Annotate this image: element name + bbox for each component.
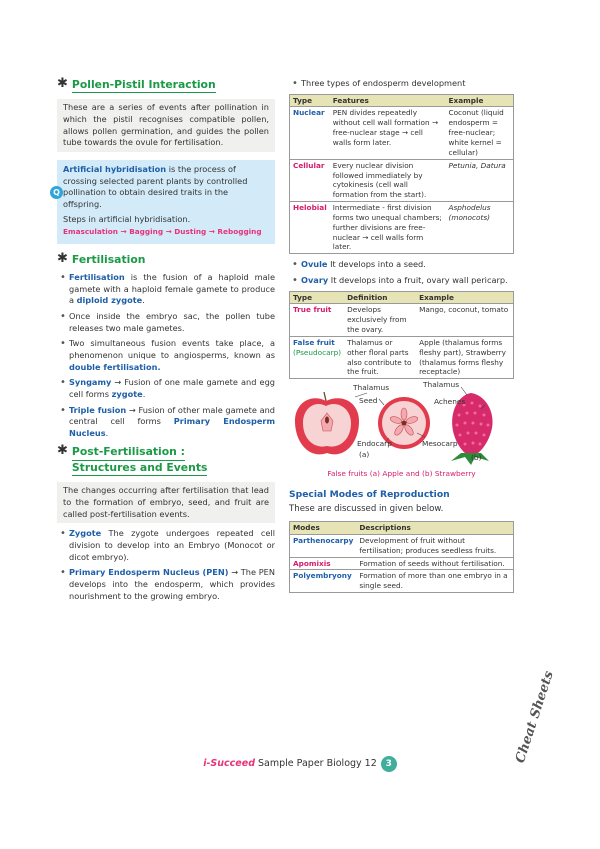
mesocarp-label: Mesocarp	[422, 439, 458, 449]
page-footer	[0, 756, 600, 772]
false-fruits-figure	[289, 380, 514, 467]
table-row: Apomixis Formation of seeds without fertilisation.	[290, 557, 514, 570]
asterisk-icon: ✱	[57, 76, 68, 91]
fertilisation-list	[57, 272, 275, 439]
table-header-row: Type Definition Example	[290, 291, 514, 304]
seed-label: Seed	[359, 396, 378, 406]
list-item: • Primary Endosperm Nucleus (PEN) → The PEN develops into the endosperm, which provides nourishment to the growing embryo.	[57, 567, 275, 602]
endosperm-table	[289, 94, 514, 255]
post-list	[57, 528, 275, 602]
footer-title: Sample Paper Biology 12	[255, 758, 377, 769]
ovule-ovary-list	[289, 259, 514, 286]
table-row: Helobial Intermediate - first division forms two unequal chambers; further divisions are free-nuclear → cell walls form later. Asphodelus (monocots)	[290, 202, 514, 254]
table-row: True fruit Develops exclusively from the ovary. Mango, coconut, tomato	[290, 304, 514, 337]
asterisk-icon: ✱	[57, 443, 68, 459]
list-item: • Zygote The zygote undergoes repeated cell division to develop into an Embryo (Monocot or dicot embryo).	[57, 528, 275, 563]
thalamus-label-a: Thalamus	[353, 383, 390, 393]
endo-intro-list	[289, 78, 514, 90]
cheat-sheets-tag: Cheat Sheets	[512, 669, 557, 765]
list-item: • Fertilisation is the fusion of a haploid male gamete with a haploid female gamete to produce a diploid zygote.	[57, 272, 275, 307]
question-icon: Q	[50, 186, 63, 199]
list-item: • Once inside the embryo sac, the pollen tube releases two male gametes.	[57, 311, 275, 334]
pollen-heading: ✱ Pollen-Pistil Interaction	[57, 78, 275, 93]
table-row: Cellular Every nuclear division followed immediately by cytokinesis (cell wall formation from the start). Petunia, Datura	[290, 159, 514, 201]
list-item: • Ovary It develops into a fruit, ovary wall pericarp.	[289, 275, 514, 287]
pollen-para: These are a series of events after pollination in which the pistil recognises compatible pollen, allows pollen germination, and guides the pollen tube towards the ovule for fertilisation.	[57, 99, 275, 152]
post-para: The changes occurring after fertilisation that lead to the formation of embryo, seed, and fruit are called post-fertilisation events.	[57, 482, 275, 523]
page-number: 3	[381, 756, 397, 772]
list-item: • Two simultaneous fusion events take place, a phenomenon unique to angiosperms, known as double fertilisation.	[57, 338, 275, 373]
figure-caption: False fruits (a) Apple and (b) Strawberry	[327, 469, 476, 479]
endocarp-label: Endocarp	[357, 439, 392, 449]
steps-title: Steps in artificial hybridisation.	[63, 213, 191, 224]
table-header-row: Type Features Example	[290, 94, 514, 107]
thalamus-label-b: Thalamus	[423, 380, 460, 390]
figure-label-b: (b)	[471, 453, 482, 463]
fruit-table	[289, 291, 514, 380]
brand-name: i-Succeed	[203, 758, 255, 769]
list-item: • Three types of endosperm development	[289, 78, 514, 90]
list-item: • Triple fusion → Fusion of other male gamete and central cell forms Primary Endosperm Nucleus.	[57, 405, 275, 440]
list-item: • Syngamy → Fusion of one male gamete and egg cell forms zygote.	[57, 377, 275, 400]
modes-table	[289, 521, 514, 593]
special-modes-heading: Special Modes of Reproduction	[289, 488, 450, 500]
table-row: Polyembryony Formation of more than one embryo in a single seed.	[290, 570, 514, 593]
table-header-row: Modes Descriptions	[290, 522, 514, 535]
post-fertilisation-heading: ✱ Post-Fertilisation : Structures and Events	[57, 445, 275, 476]
fertilisation-heading: ✱ Fertilisation	[57, 250, 146, 266]
steps-sequence: Emasculation → Bagging → Dusting → Rebogging	[63, 227, 262, 237]
table-row: Nuclear PEN divides repeatedly without cell wall formation → free-nuclear stage → cell walls form later. Coconut (liquid endosperm = free-nuclear; white kernel = cellular)	[290, 107, 514, 159]
hybridisation-text: Artificial hybridisation is the process of crossing selected parent plants by controlled pollination to obtain desired traits in the offspring.	[63, 164, 248, 209]
asterisk-icon: ✱	[57, 250, 68, 266]
achenes-label: Achenes	[434, 397, 466, 407]
hybridisation-box	[53, 160, 275, 244]
figure-label-a: (a)	[359, 450, 370, 460]
left-column	[53, 76, 276, 606]
list-item: • Ovule It develops into a seed.	[289, 259, 514, 271]
table-row: False fruit (Pseudocarp) Thalamus or other floral parts also contribute to the fruit. Apple (thalamus forms fleshy part), Strawberry (thalamus forms fleshy receptacle)	[290, 336, 514, 378]
right-column	[289, 78, 514, 593]
table-row: Parthenocarpy Development of fruit without fertilisation; produces seedless fruits.	[290, 534, 514, 557]
special-modes-intro: These are discussed in given below.	[289, 503, 444, 514]
